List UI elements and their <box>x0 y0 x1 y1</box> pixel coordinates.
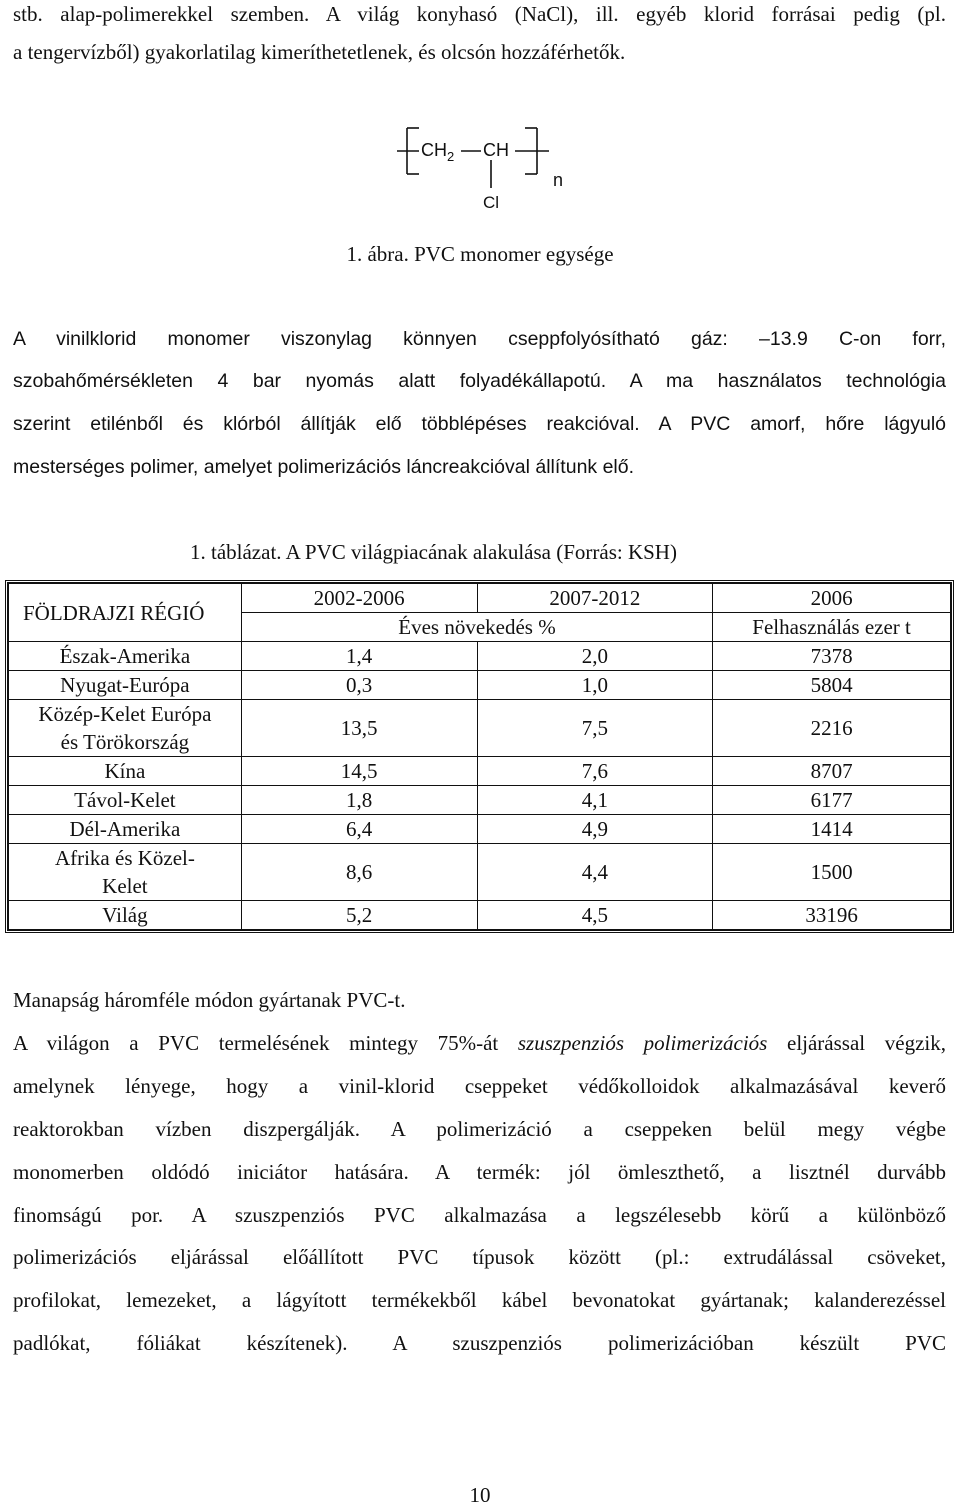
region-cell: Kína <box>9 757 242 786</box>
paragraph3-line-3: reaktorokban vízben diszpergálják. A polimerizáció a cseppeken belül megy végbe <box>13 1117 946 1141</box>
intro-line-1: stb. alap-polimerekkel szemben. A világ konyhasó (NaCl), ill. egyéb klorid forrásai pedig (pl. <box>13 2 946 26</box>
table-row <box>9 757 951 786</box>
growth-2007-2012-cell: 4,1 <box>477 786 713 815</box>
region-cell: Közép-Kelet Európa és Törökország <box>9 700 242 757</box>
growth-2007-2012-cell: 7,5 <box>477 700 713 757</box>
growth-2002-2006-cell: 0,3 <box>241 671 477 700</box>
growth-2002-2006-cell: 14,5 <box>241 757 477 786</box>
region-cell: Afrika és Közel- Kelet <box>9 844 242 901</box>
paragraph1-line-4: mesterséges polimer, amelyet polimerizációs láncreakcióval állítunk elő. <box>13 456 635 478</box>
paragraph3-line-2: amelynek lényege, hogy a vinil-klorid cseppeket védőkolloidok alkalmazásával keverő <box>13 1074 946 1098</box>
growth-2007-2012-cell: 2,0 <box>477 642 713 671</box>
usage-2006-cell: 6177 <box>713 786 951 815</box>
paragraph1-line-3: szerint etilénből és klórból állítják elő többlépéses reakcióval. A PVC amorf, hőre lágyuló <box>13 413 946 435</box>
growth-2002-2006-cell: 5,2 <box>241 901 477 930</box>
italic-term: szuszpenziós polimerizációs <box>517 1031 768 1055</box>
table-row <box>9 786 951 815</box>
paragraph3-line-8: padlókat, fóliákat készítenek). A szuszpenziós polimerizációban készült PVC <box>13 1331 946 1355</box>
growth-2007-2012-cell: 1,0 <box>477 671 713 700</box>
period-header-1: 2002-2006 <box>241 584 477 613</box>
usage-2006-cell: 33196 <box>713 901 951 930</box>
period-header-3: 2006 <box>713 584 951 613</box>
region-cell: Nyugat-Európa <box>9 671 242 700</box>
paragraph3-line-7: profilokat, lemezeket, a lágyított termékekből kábel bevonatokat gyártanak; kalanderezéssel <box>13 1288 946 1312</box>
region-cell: Észak-Amerika <box>9 642 242 671</box>
paragraph1-line-2: szobahőmérsékleten 4 bar nyomás alatt folyadékállapotú. A ma használatos technológia <box>13 370 946 392</box>
growth-2002-2006-cell: 8,6 <box>241 844 477 901</box>
growth-2002-2006-cell: 6,4 <box>241 815 477 844</box>
table-row <box>9 901 951 930</box>
growth-2002-2006-cell: 13,5 <box>241 700 477 757</box>
n-label: n <box>553 170 564 190</box>
usage-unit-header: Felhasználás ezer t <box>713 613 951 642</box>
page-number: 10 <box>469 1483 491 1507</box>
period-header-2: 2007-2012 <box>477 584 713 613</box>
pvc-monomer-structure <box>395 122 575 212</box>
table-row <box>9 815 951 844</box>
region-cell: Dél-Amerika <box>9 815 242 844</box>
usage-2006-cell: 1500 <box>713 844 951 901</box>
usage-2006-cell: 8707 <box>713 757 951 786</box>
growth-2002-2006-cell: 1,4 <box>241 642 477 671</box>
ch2-label: $CH_2$ <box>421 140 455 164</box>
paragraph3-line-6: polimerizációs eljárással előállított PVC típusok között (pl.: extrudálással csöveket, <box>13 1245 946 1269</box>
usage-2006-cell: 7378 <box>713 642 951 671</box>
paragraph2-line: Manapság háromféle módon gyártanak PVC-t. <box>13 988 406 1012</box>
usage-2006-cell: 5804 <box>713 671 951 700</box>
paragraph3-line-5: finomságú por. A szuszpenziós PVC alkalmazása a legszélesebb körű a különböző <box>13 1203 946 1227</box>
table-header-row-1 <box>9 584 951 613</box>
growth-2007-2012-cell: 4,9 <box>477 815 713 844</box>
cl-label: Cl <box>483 193 500 212</box>
region-cell: Távol-Kelet <box>9 786 242 815</box>
growth-2007-2012-cell: 7,6 <box>477 757 713 786</box>
usage-2006-cell: 1414 <box>713 815 951 844</box>
table-row <box>9 700 951 757</box>
pvc-market-table <box>5 580 954 933</box>
table-row <box>9 671 951 700</box>
growth-unit-header: Éves növekedés % <box>241 613 712 642</box>
table-row <box>9 844 951 901</box>
usage-2006-cell: 2216 <box>713 700 951 757</box>
growth-2007-2012-cell: 4,5 <box>477 901 713 930</box>
table-caption: 1. táblázat. A PVC világpiacának alakulása (Forrás: KSH) <box>190 540 677 564</box>
paragraph3-line-1: A világon a PVC termelésének mintegy 75%-át szuszpenziós polimerizációs eljárással végzik, <box>13 1031 946 1055</box>
growth-2002-2006-cell: 1,8 <box>241 786 477 815</box>
region-cell: Világ <box>9 901 242 930</box>
paragraph1-line-1: A vinilklorid monomer viszonylag könnyen cseppfolyósítható gáz: –13.9 C-on forr, <box>13 328 946 350</box>
figure-caption: 1. ábra. PVC monomer egysége <box>346 242 614 266</box>
ch-label: CH <box>483 140 509 160</box>
growth-2007-2012-cell: 4,4 <box>477 844 713 901</box>
table-row <box>9 642 951 671</box>
paragraph3-line-4: monomerben oldódó iniciátor hatására. A termék: jól ömleszthető, a lisztnél durvább <box>13 1160 946 1184</box>
intro-line-2: a tengervízből) gyakorlatilag kimeríthetetlenek, és olcsón hozzáférhetők. <box>13 40 626 64</box>
region-header: FÖLDRAJZI RÉGIÓ <box>9 584 242 642</box>
